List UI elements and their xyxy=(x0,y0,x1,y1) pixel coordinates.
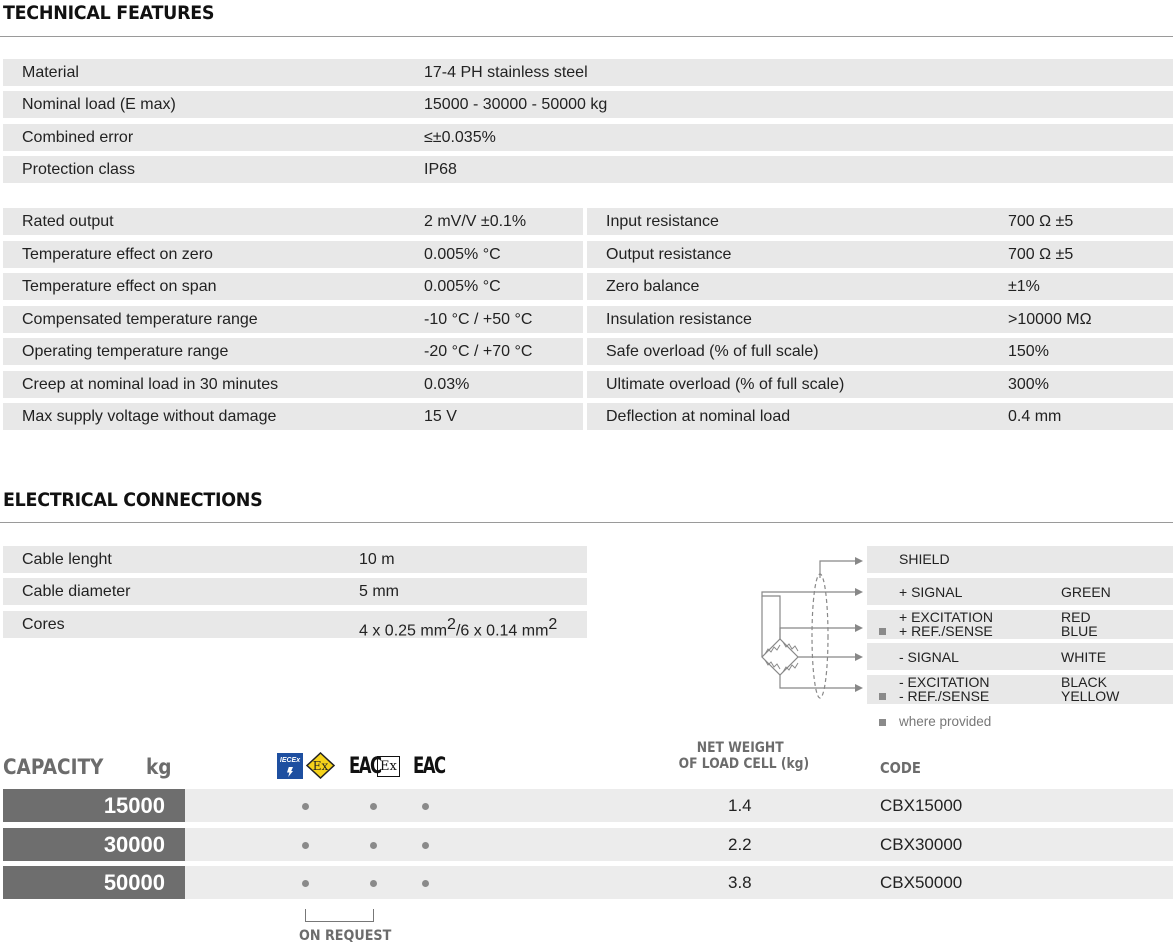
wire-color: WHITE xyxy=(1061,649,1107,665)
spec-row xyxy=(3,578,587,605)
spec-row xyxy=(3,208,583,235)
spec-value: -20 °C / +70 °C xyxy=(424,343,533,360)
atex-ex-logo xyxy=(306,752,335,779)
net-weight-header-line1: NET WEIGHT xyxy=(696,740,784,756)
wire-label: + EXCITATION xyxy=(899,609,993,625)
code-value: CBX50000 xyxy=(880,873,963,892)
capacity-value: 50000 xyxy=(103,870,165,895)
on-request-bracket xyxy=(305,909,374,922)
spec-value: ≤±0.035% xyxy=(424,129,496,146)
wire-row-minus-excitation xyxy=(867,675,1173,704)
capacity-value: 30000 xyxy=(103,832,165,857)
capacity-value: 15000 xyxy=(103,793,165,818)
code-value: CBX15000 xyxy=(880,796,963,815)
spec-row xyxy=(3,156,1173,183)
eac-ex-logo xyxy=(349,753,400,779)
net-weight-header xyxy=(678,740,810,772)
spec-label: Nominal load (E max) xyxy=(22,96,176,113)
ex-box-text: Ex xyxy=(377,756,400,777)
capacity-cell xyxy=(3,828,185,861)
spec-label: Temperature effect on zero xyxy=(22,246,213,263)
spec-label: Temperature effect on span xyxy=(22,278,217,295)
spec-row xyxy=(587,208,1173,235)
spec-row xyxy=(3,338,583,365)
spec-label: Insulation resistance xyxy=(606,311,752,328)
spec-row xyxy=(3,273,583,300)
eac-logo-text: EAC xyxy=(413,753,445,779)
spec-value: 2 mV/V ±0.1% xyxy=(424,213,527,230)
spec-value: IP68 xyxy=(424,161,457,178)
spec-value: 0.4 mm xyxy=(1008,408,1062,425)
spec-row xyxy=(3,611,587,638)
capacity-cell xyxy=(3,866,185,899)
eac-logo-text: EAC xyxy=(349,753,381,779)
eac-ex-availability-dot xyxy=(370,803,377,810)
wire-color: BLACK xyxy=(1061,674,1107,690)
spec-value: 0.005% °C xyxy=(424,246,501,263)
on-request-label: ON REQUEST xyxy=(299,928,392,944)
spec-row xyxy=(587,241,1173,268)
eac-availability-dot xyxy=(422,803,429,810)
eac-availability-dot xyxy=(422,880,429,887)
spec-value: -10 °C / +50 °C xyxy=(424,311,533,328)
table-row xyxy=(3,866,1173,899)
spec-value: 300% xyxy=(1008,376,1049,393)
weight-value: 2.2 xyxy=(728,835,752,854)
where-provided-note: where provided xyxy=(899,714,992,729)
where-provided-marker xyxy=(879,628,886,635)
iecex-availability-dot xyxy=(302,880,309,887)
spec-value: 17-4 PH stainless steel xyxy=(424,64,588,81)
wire-color: RED xyxy=(1061,609,1091,625)
spec-label: Cores xyxy=(22,616,65,633)
spec-label: Output resistance xyxy=(606,246,732,263)
spec-label: Compensated temperature range xyxy=(22,311,258,328)
wire-color: YELLOW xyxy=(1061,688,1120,704)
svg-text:Ex: Ex xyxy=(312,759,329,773)
wire-row-plus-excitation xyxy=(867,610,1173,639)
spec-value: 0.005% °C xyxy=(424,278,501,295)
cores-sup-b: 2 xyxy=(548,616,558,633)
wire-label: + REF./SENSE xyxy=(899,623,993,639)
spec-label: Ultimate overload (% of full scale) xyxy=(606,376,845,393)
spec-value: 10 m xyxy=(359,551,395,568)
spec-label: Zero balance xyxy=(606,278,700,295)
spec-row xyxy=(587,338,1173,365)
wire-row-plus-signal xyxy=(867,578,1173,605)
spec-label: Material xyxy=(22,64,79,81)
wiring-diagram xyxy=(745,548,870,708)
spec-row xyxy=(3,306,583,333)
iecex-availability-dot xyxy=(302,842,309,849)
wire-row-shield xyxy=(867,546,1173,573)
spec-value: 5 mm xyxy=(359,583,399,600)
spec-value: 15 V xyxy=(424,408,457,425)
eac-ex-availability-dot xyxy=(370,880,377,887)
iecex-logo xyxy=(277,753,303,779)
iecex-availability-dot xyxy=(302,803,309,810)
spec-row xyxy=(587,273,1173,300)
spec-label: Combined error xyxy=(22,129,134,146)
cores-sup-a: 2 xyxy=(447,616,456,633)
spec-row xyxy=(587,403,1173,430)
spec-row xyxy=(3,403,583,430)
wire-label: - REF./SENSE xyxy=(899,688,990,704)
iecex-logo-text: IECEx xyxy=(279,757,301,764)
code-header: CODE xyxy=(880,759,921,777)
wire-label: - SIGNAL xyxy=(899,649,959,665)
spec-row xyxy=(587,306,1173,333)
capacity-header: CAPACITY xyxy=(3,755,104,779)
eac-ex-availability-dot xyxy=(370,842,377,849)
technical-features-rule xyxy=(0,36,1173,37)
electrical-connections-title: ELECTRICAL CONNECTIONS xyxy=(3,489,263,511)
spec-label: Max supply voltage without damage xyxy=(22,408,277,425)
cores-value-a: 4 x 0.25 mm xyxy=(359,622,448,640)
electrical-connections-rule xyxy=(0,522,1173,523)
spec-label: Cable lenght xyxy=(22,551,112,568)
code-value: CBX30000 xyxy=(880,835,963,854)
spec-value xyxy=(359,616,557,640)
net-weight-header-line2: OF LOAD CELL (kg) xyxy=(678,756,810,772)
wire-label: + SIGNAL xyxy=(899,584,963,600)
wire-label: SHIELD xyxy=(899,551,950,567)
eac-logo xyxy=(413,753,455,779)
spec-label: Safe overload (% of full scale) xyxy=(606,343,819,360)
spec-row xyxy=(3,91,1173,118)
spec-label: Input resistance xyxy=(606,213,719,230)
spec-value: 700 Ω ±5 xyxy=(1008,246,1074,263)
table-row xyxy=(3,789,1173,822)
weight-value: 1.4 xyxy=(728,796,752,815)
spec-label: Creep at nominal load in 30 minutes xyxy=(22,376,279,393)
spec-value: >10000 MΩ xyxy=(1008,311,1092,328)
spec-row xyxy=(3,371,583,398)
where-provided-marker xyxy=(879,693,886,700)
capacity-cell xyxy=(3,789,185,822)
spec-label: Rated output xyxy=(22,213,114,230)
spec-row xyxy=(3,124,1173,151)
spec-label: Operating temperature range xyxy=(22,343,229,360)
spec-row xyxy=(3,546,587,573)
spec-value: 15000 - 30000 - 50000 kg xyxy=(424,96,608,113)
wire-color: BLUE xyxy=(1061,623,1098,639)
spec-value: 0.03% xyxy=(424,376,470,393)
eac-availability-dot xyxy=(422,842,429,849)
wire-label: - EXCITATION xyxy=(899,674,990,690)
wire-color: GREEN xyxy=(1061,584,1111,600)
spec-row xyxy=(587,371,1173,398)
wire-row-minus-signal xyxy=(867,643,1173,670)
spec-value: 150% xyxy=(1008,343,1049,360)
spec-label: Deflection at nominal load xyxy=(606,408,791,425)
technical-features-title: TECHNICAL FEATURES xyxy=(3,2,215,24)
spec-value: 700 Ω ±5 xyxy=(1008,213,1074,230)
spec-value: ±1% xyxy=(1008,278,1040,295)
weight-value: 3.8 xyxy=(728,873,752,892)
spec-row xyxy=(3,59,1173,86)
spec-label: Cable diameter xyxy=(22,583,131,600)
capacity-unit-header: kg xyxy=(146,755,172,779)
where-provided-marker xyxy=(879,719,886,726)
spec-label: Protection class xyxy=(22,161,135,178)
spec-row xyxy=(3,241,583,268)
cores-value-b: /6 x 0.14 mm xyxy=(455,622,549,640)
table-row xyxy=(3,828,1173,861)
